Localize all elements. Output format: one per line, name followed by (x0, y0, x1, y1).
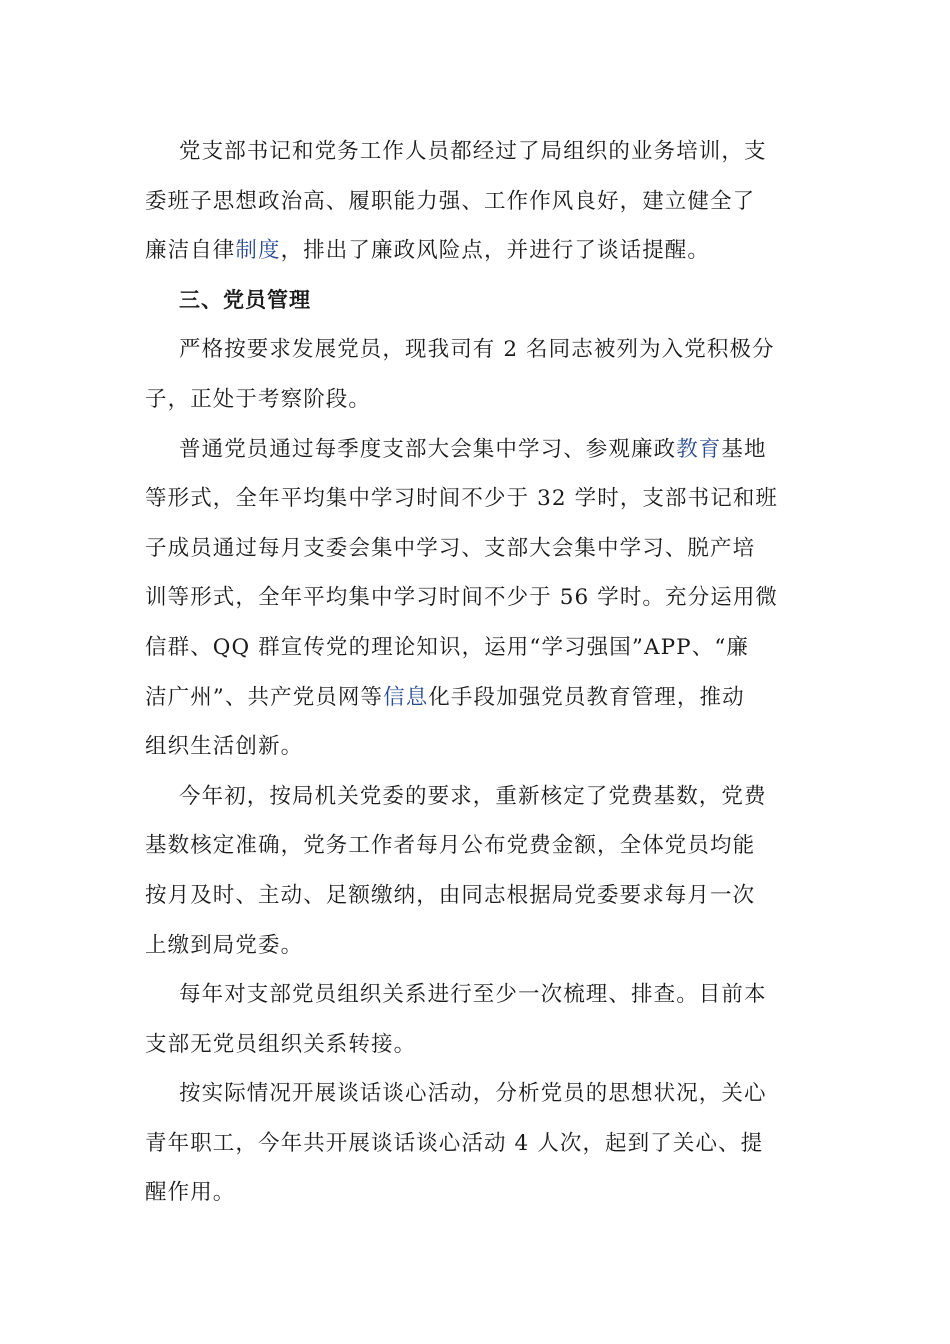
text-line: 组织生活创新。 (145, 734, 304, 760)
text-line: 训等形式，全年平均集中学习时间不少于 56 学时。充分运用微 (145, 585, 779, 611)
text-segment: ，排出了廉政风险点，并进行了谈话提醒。 (280, 238, 711, 264)
text-segment: 廉洁自律 (145, 238, 236, 264)
text-line: 青年职工，今年共开展谈话谈心活动 4 人次，起到了关心、提 (145, 1130, 764, 1156)
paragraph-relations (145, 970, 805, 1069)
text-line: 子成员通过每月支委会集中学习、支部大会集中学习、脱产培 (145, 535, 756, 561)
text-line: 子，正处于考察阶段。 (145, 386, 372, 412)
paragraph-training (145, 127, 805, 276)
text-line (145, 226, 805, 276)
text-line: 按月及时、主动、足额缴纳，由同志根据局党委要求每月一次 (145, 882, 756, 908)
section-heading: 三、党员管理 (179, 287, 311, 312)
link-zhidu[interactable]: 制度 (235, 238, 281, 264)
text-line: 支部无党员组织关系转接。 (145, 1031, 417, 1057)
link-xinxi[interactable]: 信息 (383, 684, 429, 710)
text-segment: 普通党员通过每季度支部大会集中学习、参观廉政 (179, 436, 677, 462)
text-segment: 洁广州”、共产党员网等 (145, 684, 384, 710)
text-line (145, 673, 805, 723)
text-line: 按实际情况开展谈话谈心活动，分析党员的思想状况，关心 (179, 1081, 767, 1107)
text-line: 今年初，按局机关党委的要求，重新核定了党费基数，党费 (179, 783, 767, 809)
paragraph-talks (145, 1069, 805, 1218)
text-segment: 化手段加强党员教育管理，推动 (428, 684, 745, 710)
link-jiaoyu[interactable]: 教育 (676, 436, 722, 462)
text-line: 严格按要求发展党员，现我司有 2 名同志被列为入党积极分 (179, 337, 775, 363)
document-page (145, 127, 805, 1218)
text-line (145, 425, 805, 475)
text-line: 醒作用。 (145, 1180, 236, 1206)
text-line: 信群、QQ 群宣传党的理论知识，运用“学习强国”APP、“廉 (145, 634, 750, 660)
text-line: 上缴到局党委。 (145, 932, 304, 958)
text-line: 党支部书记和党务工作人员都经过了局组织的业务培训，支 (179, 139, 767, 164)
paragraph-dues (145, 772, 805, 970)
text-line: 等形式，全年平均集中学习时间不少于 32 学时，支部书记和班 (145, 486, 779, 512)
text-segment: 基地 (721, 436, 767, 462)
text-line: 每年对支部党员组织关系进行至少一次梳理、排查。目前本 (179, 982, 767, 1008)
paragraph-recruitment (145, 325, 805, 424)
text-line: 基数核定准确，党务工作者每月公布党费金额，全体党员均能 (145, 833, 756, 859)
paragraph-study (145, 425, 805, 772)
text-line: 委班子思想政治高、履职能力强、工作作风良好，建立健全了 (145, 188, 756, 214)
